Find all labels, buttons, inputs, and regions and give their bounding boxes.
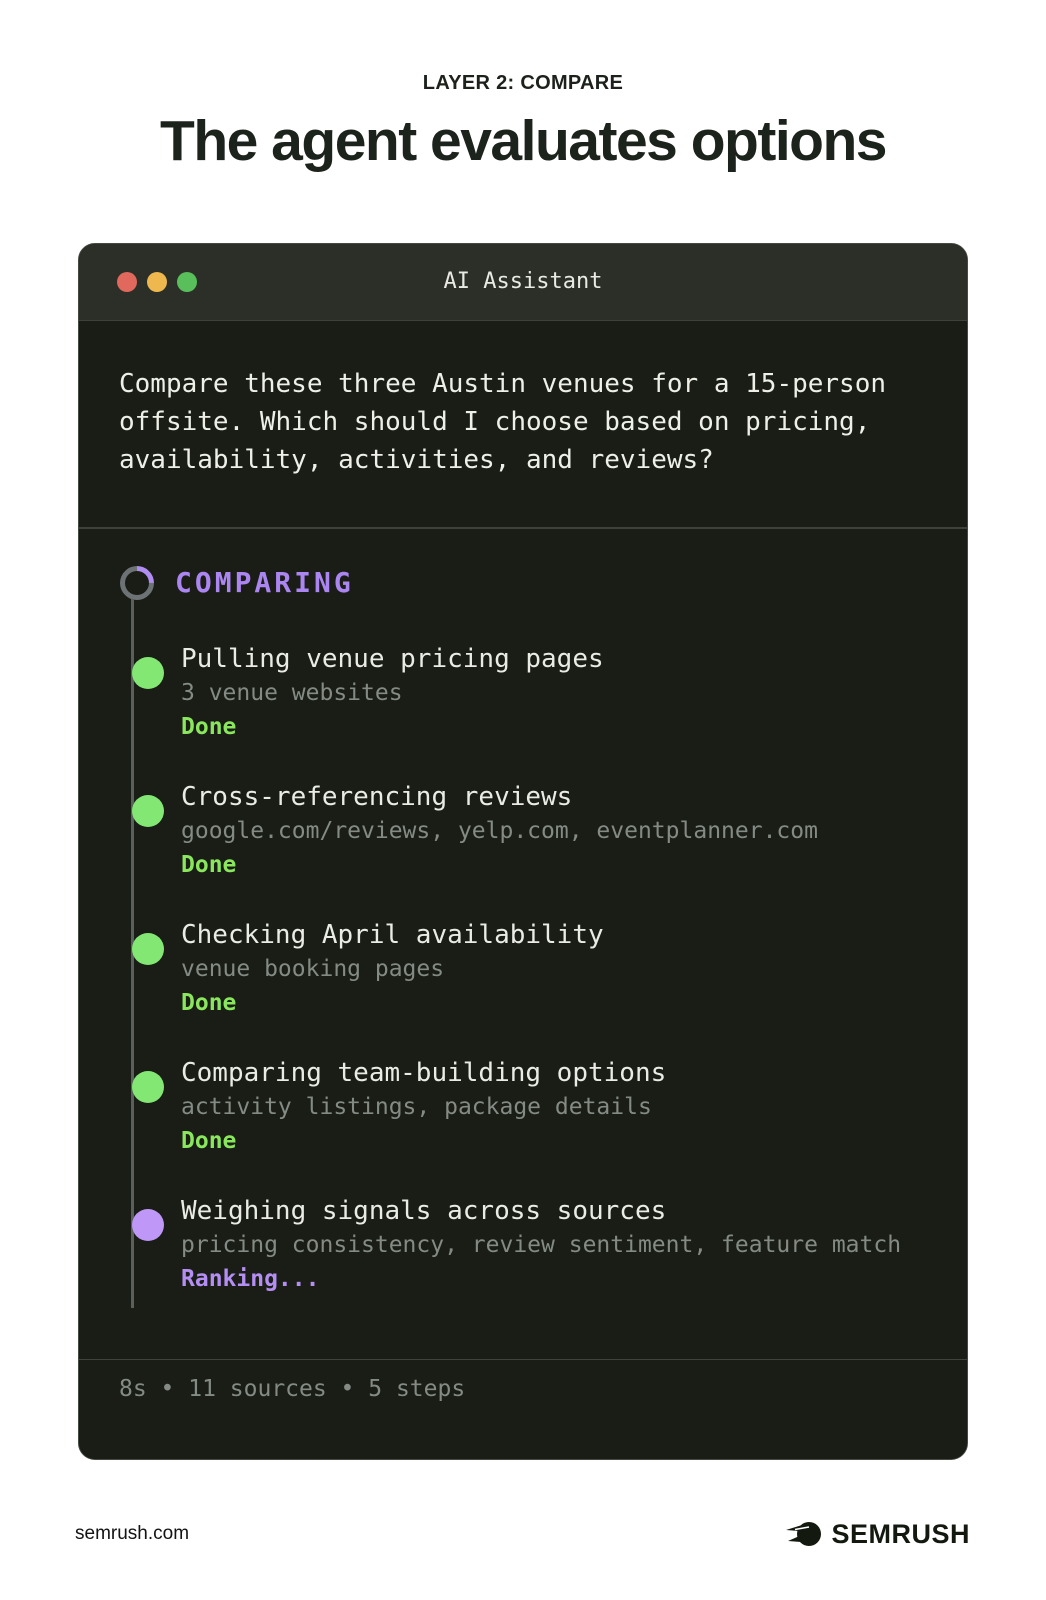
step-status: Done: [181, 714, 237, 740]
progress-spinner-icon: [113, 558, 161, 606]
step-sources: activity listings, package details: [181, 1094, 652, 1120]
step-status-dot-icon: [132, 795, 164, 827]
step-status: Done: [181, 990, 237, 1016]
step-title: Comparing team-building options: [181, 1058, 667, 1088]
step-status: Done: [181, 852, 237, 878]
comparing-label: COMPARING: [175, 566, 354, 599]
step-status-dot-icon: [132, 933, 164, 965]
user-prompt-section: [79, 321, 967, 529]
timeline-step: [79, 780, 967, 882]
step-status-dot-icon: [132, 657, 164, 689]
step-title: Weighing signals across sources: [181, 1196, 667, 1226]
step-sources: google.com/reviews, yelp.com, eventplanner.com: [181, 818, 818, 844]
run-stats: 8s • 11 sources • 5 steps: [119, 1376, 466, 1402]
timeline-step: [79, 1194, 967, 1296]
user-prompt-text: Compare these three Austin venues for a 15-person offsite. Which should I choose based on pricing, availability, activities, and reviews?: [119, 369, 887, 475]
step-sources: pricing consistency, review sentiment, feature match: [181, 1232, 902, 1258]
ai-assistant-window: [78, 243, 968, 1460]
site-url: semrush.com: [75, 1523, 190, 1544]
step-title: Checking April availability: [181, 920, 604, 950]
comparing-header: [120, 564, 967, 601]
step-status: Ranking...: [181, 1266, 320, 1292]
semrush-logo: [785, 1519, 970, 1550]
semrush-wordmark: SEMRUSH: [831, 1518, 970, 1549]
timeline-step: [79, 918, 967, 1020]
step-title: Pulling venue pricing pages: [181, 644, 604, 674]
step-sources: venue booking pages: [181, 956, 445, 982]
run-summary-bar: [79, 1359, 967, 1459]
agent-steps-timeline: [79, 642, 967, 1296]
window-titlebar: [79, 244, 967, 321]
step-title: Cross-referencing reviews: [181, 782, 573, 812]
step-sources: 3 venue websites: [181, 680, 403, 706]
page-footer: [75, 1512, 970, 1556]
timeline-step: [79, 642, 967, 744]
step-status-dot-icon: [132, 1209, 164, 1241]
page-title: The agent evaluates options: [160, 109, 886, 173]
step-status-dot-icon: [132, 1071, 164, 1103]
step-status: Done: [181, 1128, 237, 1154]
window-title: AI Assistant: [443, 269, 603, 294]
timeline-step: [79, 1056, 967, 1158]
semrush-comet-icon: [785, 1520, 823, 1548]
section-eyebrow: LAYER 2: COMPARE: [422, 72, 624, 94]
